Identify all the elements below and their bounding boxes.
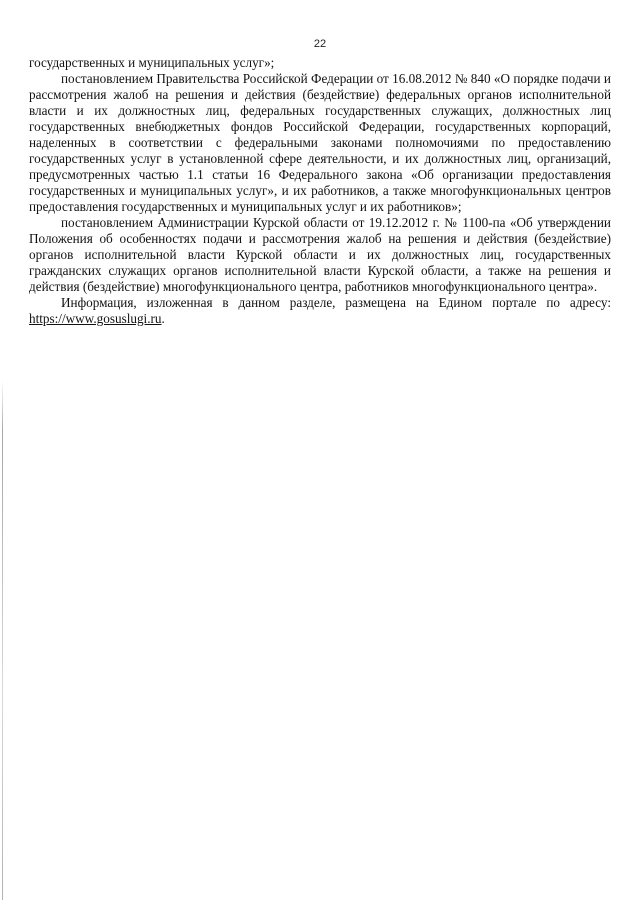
scan-edge-line	[2, 380, 3, 900]
paragraph-portal-info	[29, 295, 611, 327]
paragraph-continuation: государственных и муниципальных услуг»;	[29, 55, 275, 70]
paragraph-kursk-decree-1100: постановлением Администрации Курской области от 19.12.2012 г. № 1100-па «Об утверждении Положения об особенностях подачи и рассмотрения жалоб на решения и действия (бездействие) органов исполнительной власти Курской области и их должностных лиц, государственных гражданских служащих органов исполнительной власти Курской области, а также на решения и действия (бездействие) многофункционального центра, работников многофункционального центра».	[29, 215, 611, 294]
portal-info-end: .	[161, 311, 165, 326]
portal-info-text: Информация, изложенная в данном разделе, размещена на Едином портале по адресу:	[61, 295, 611, 310]
page-number: 22	[313, 38, 327, 50]
gosuslugi-link[interactable]: https://www.gosuslugi.ru	[29, 311, 162, 326]
paragraph-government-decree-840: постановлением Правительства Российской Федерации от 16.08.2012 № 840 «О порядке подачи и рассмотрения жалоб на решения и действия (бездействие) федеральных органов исполнительной власти и их должностных лиц, федеральных государственных служащих, должностных лиц государственных внебюджетных фондов Российской Федерации, государственных корпораций, наделенных в соответствии с федеральными законами полномочиями по предоставлению государственных услуг в установленной сфере деятельности, и их должностных лиц, организаций, предусмотренных частью 1.1 статьи 16 Федерального закона «Об организации предоставления государственных и муниципальных услуг», и их работников, а также многофункциональных центров предоставления государственных и муниципальных услуг и их работников»;	[29, 71, 611, 214]
document-body	[29, 55, 611, 327]
